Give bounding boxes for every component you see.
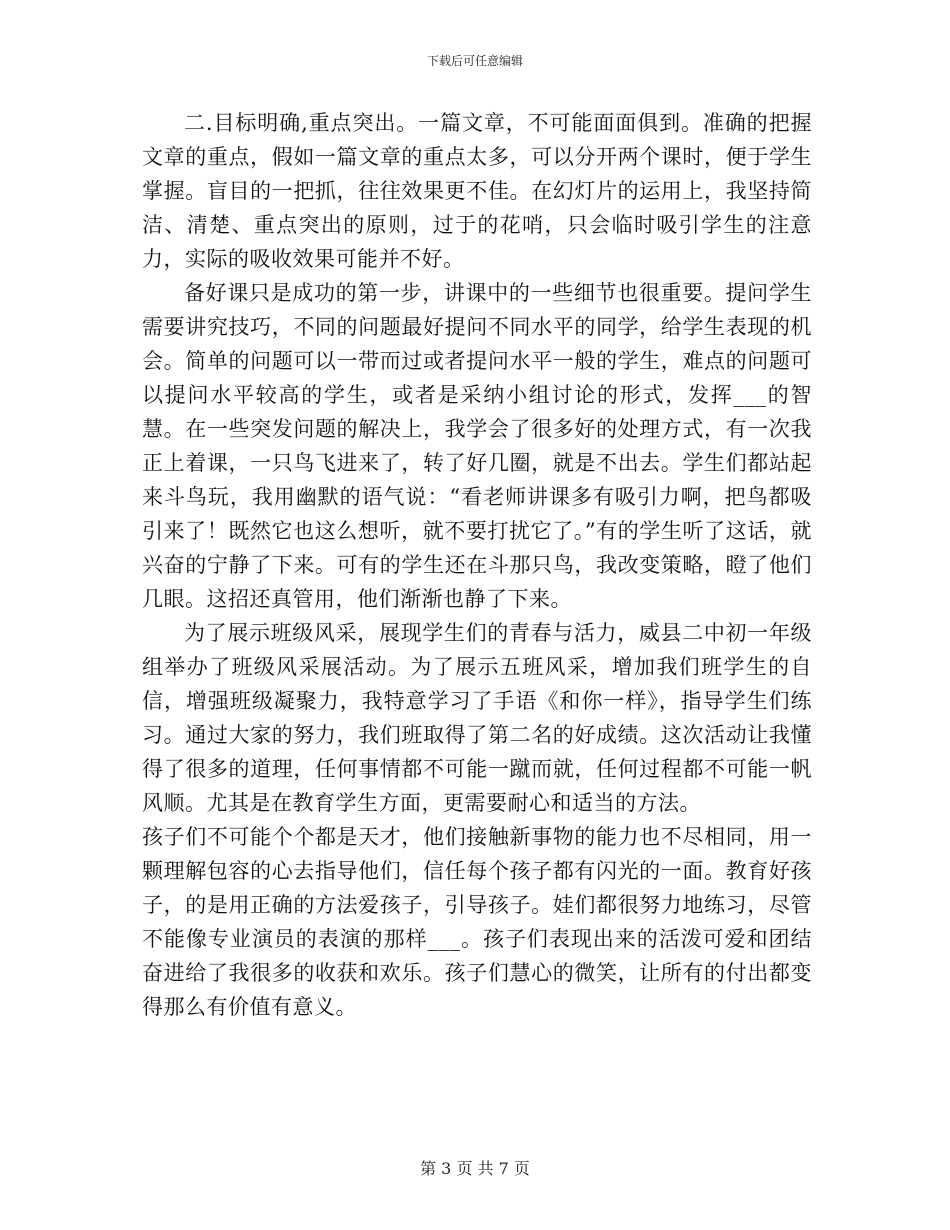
paragraph-1: 二.目标明确,重点突出。一篇文章，不可能面面俱到。准确的把握文章的重点，假如一篇文章的重点太多，可以分开两个课时，便于学生掌握。盲目的一把抓，往往效果更不佳。在幻灯片的运用上，我坚持简洁、清楚、重点突出的原则，过于的花哨，只会临时吸引学生的注意力，实际的吸收效果可能并不好。 — [142, 111, 812, 271]
page-header: 下载后可任意编辑 — [426, 54, 523, 68]
paragraph-4: 孩子们不可能个个都是天才，他们接触新事物的能力也不尽相同，用一颗理解包容的心去指导他们，信任每个孩子都有闪光的一面。教育好孩子，的是用正确的方法爱孩子，引导孩子。娃们都很努力地练习，尽管不能像专业演员的表演的那样___。孩子们表现出来的活泼可爱和团结奋进给了我很多的收获和欢乐。孩子们慧心的微笑，让所有的付出都变得那么有价值有意义。 — [142, 825, 812, 1019]
paragraph-2: 备好课只是成功的第一步，讲课中的一些细节也很重要。提问学生需要讲究技巧，不同的问题最好提问不同水平的同学，给学生表现的机会。简单的问题可以一带而过或者提问水平一般的学生，难点的问题可以提问水平较高的学生，或者是采纳小组讨论的形式，发挥___的智慧。在一些突发问题的解决上，我学会了很多好的处理方式，有一次我正上着课，一只鸟飞进来了，转了好几圈，就是不出去。学生们都站起来斗鸟玩，我用幽默的语气说：“看老师讲课多有吸引力啊，把鸟都吸引来了！既然它也这么想听，就不要打扰它了。”有的学生听了这话，就兴奋的宁静了下来。可有的学生还在斗那只鸟，我改变策略，瞪了他们几眼。这招还真管用，他们渐渐也静了下来。 — [142, 281, 812, 611]
paragraph-3: 为了展示班级风采，展现学生们的青春与活力，威县二中初一年级组举办了班级风采展活动。为了展示五班风采，增加我们班学生的自信，增强班级凝聚力，我特意学习了手语《和你一样》，指导学生们练习。通过大家的努力，我们班取得了第二名的好成绩。这次活动让我懂得了很多的道理，任何事情都不可能一蹴而就，任何过程都不可能一帆风顺。尤其是在教育学生方面，更需要耐心和适当的方法。 — [142, 621, 812, 815]
page-footer: 第 3 页 共 7 页 — [420, 1159, 530, 1178]
document-body — [142, 106, 812, 1024]
